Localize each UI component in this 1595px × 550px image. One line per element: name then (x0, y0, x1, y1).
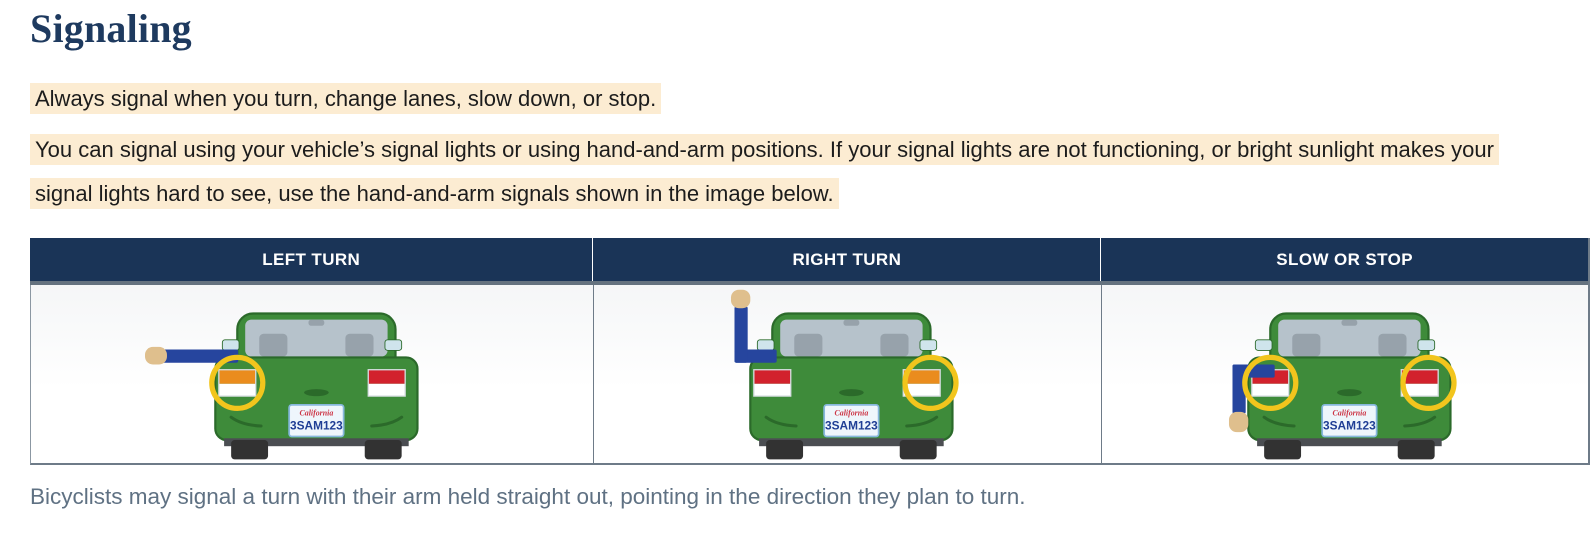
svg-text:California: California (834, 408, 869, 418)
headrest-left (1292, 334, 1320, 357)
tire-left (231, 440, 268, 459)
tail-light-right (368, 370, 405, 396)
trunk-handle (1337, 389, 1362, 396)
side-mirror-left (222, 340, 239, 351)
hand-signal-arm-bent-up (731, 290, 777, 363)
svg-text:3SAM123: 3SAM123 (1322, 418, 1376, 433)
cell-right-turn-illustration (593, 285, 1101, 463)
side-mirror-right (920, 340, 937, 351)
hand-signals-table-header-row (30, 238, 1588, 285)
car-illustration (1178, 287, 1512, 463)
headrest-left (259, 334, 287, 357)
rear-wiper (844, 320, 860, 326)
svg-text:California: California (1332, 408, 1367, 418)
hand-signals-table (30, 238, 1590, 465)
bicyclist-note: Bicyclists may signal a turn with their arm held straight out, pointing in the direction they plan to turn. (30, 484, 1026, 509)
tire-left (766, 440, 803, 459)
headrest-right (345, 334, 373, 357)
headrest-right (1378, 334, 1406, 357)
rear-wiper (1341, 320, 1357, 326)
column-header-right-turn: RIGHT TURN (592, 238, 1100, 281)
tail-light-left (219, 370, 256, 396)
side-mirror-left (758, 340, 775, 351)
tire-left (1264, 440, 1301, 459)
tire-right (900, 440, 937, 459)
column-header-left-turn: LEFT TURN (30, 238, 592, 281)
signal-methods-paragraph (30, 128, 1530, 216)
svg-text:California: California (299, 408, 334, 418)
svg-text:3SAM123: 3SAM123 (290, 418, 343, 433)
tail-light-left (754, 370, 791, 396)
license-plate (1322, 405, 1376, 437)
rear-wiper (309, 320, 325, 326)
highlighted-text-signal-methods: You can signal using your vehicle’s signal lights or using hand-and-arm positions. If your signal lights are not functioning, or bright sunlight makes your signal lights hard to see, use the hand-and-arm signals shown in the image below. (30, 134, 1499, 209)
license-plate (289, 405, 343, 437)
column-header-slow-or-stop: SLOW OR STOP (1100, 238, 1588, 281)
hand-signals-table-body-row (30, 285, 1588, 465)
tire-right (1398, 440, 1435, 459)
trunk-handle (304, 389, 329, 396)
headrest-left (795, 334, 823, 357)
intro-paragraph (30, 77, 1530, 121)
side-mirror-right (385, 340, 402, 351)
trunk-handle (839, 389, 864, 396)
headrest-right (881, 334, 909, 357)
cell-left-turn-illustration (31, 285, 593, 463)
car-illustration (145, 287, 479, 463)
license-plate (824, 405, 878, 437)
side-mirror-right (1418, 340, 1435, 351)
cell-slow-or-stop-illustration (1101, 285, 1588, 463)
highlighted-text-always-signal: Always signal when you turn, change lanes, slow down, or stop. (30, 83, 661, 114)
tire-right (365, 440, 402, 459)
page-title: Signaling (30, 6, 192, 51)
side-mirror-left (1255, 340, 1272, 351)
svg-text:3SAM123: 3SAM123 (825, 418, 879, 433)
car-illustration (680, 287, 1014, 463)
